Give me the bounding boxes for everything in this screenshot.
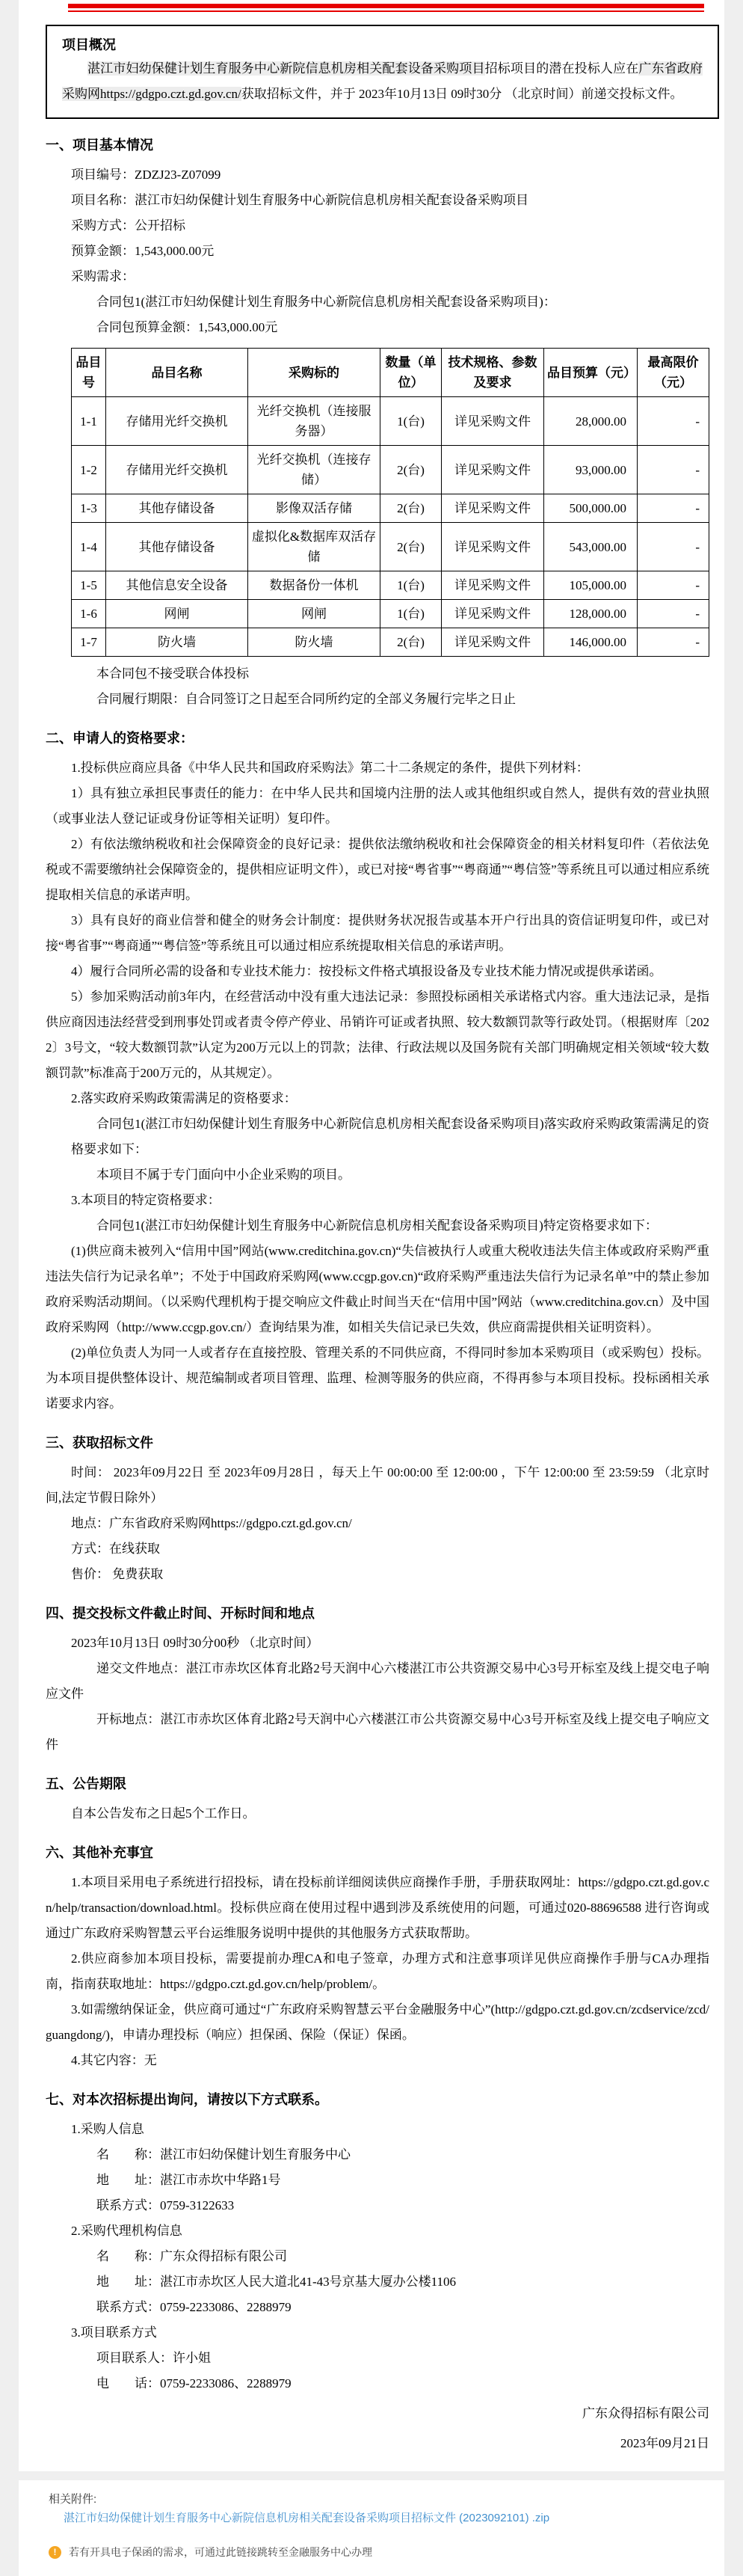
section-1-heading: 一、项目基本情况 [46,138,153,153]
supplement-item: 2.供应商参加本项目投标，需要提前办理CA和电子签章，办理方式和注意事项详见供应商操作手册与CA办理指南，指南获取地址：https://gdgpo.czt.gd.gov.cn/help/problem/。 [46,1951,709,1991]
table-cell: 1-5 [72,571,106,600]
items-table [71,348,709,657]
package-budget-line: 合同包预算金额：1,543,000.00元 [96,320,278,334]
section-5-heading: 五、公告期限 [46,1776,126,1791]
table-cell: 其他存储设备 [106,494,248,523]
announcement-card [19,0,724,2576]
table-cell: 光纤交换机（连接存储） [248,446,380,494]
opening-place-line: 开标地点：湛江市赤坎区体育北路2号天润中心六楼湛江市公共资源交易中心3号开标室及线上提交电子响应文件 [46,1712,709,1752]
table-row [72,628,709,657]
table-cell: 存储用光纤交换机 [106,446,248,494]
budget-line: 预算金额：1,543,000.00元 [71,244,215,258]
procurement-site-field: 广东省政府采购网https://gdgpo.czt.gd.gov.cn/ [62,61,703,101]
supplement-item: 1.本项目采用电子系统进行招投标，请在投标前详细阅读供应商操作手册，手册获取网址：https://gdgpo.czt.gd.gov.cn/help/transaction/download.html。投标供应商在使用过程中遇到涉及系统使用的问题，可通过020-88696588 进行咨询或通过广东政府采购智慧云平台运维服务说明中提供的其他服务方式获取帮助。 [46,1875,709,1940]
table-cell: 1-7 [72,628,106,657]
doc-method-line: 方式：在线获取 [71,1542,160,1556]
table-cell: 1(台) [380,600,442,628]
table-cell: 2(台) [380,523,442,571]
requirement-item: 4）履行合同所必需的设备和专业技术能力：按投标文件格式填报设备及专业技术能力情况或提供承诺函。 [71,964,662,978]
purchaser-contact-line: 联系方式：0759-3122633 [96,2198,235,2212]
table-cell: 详见采购文件 [442,397,544,446]
announcement-period-line: 自本公告发布之日起5个工作日。 [71,1806,256,1821]
table-cell-budget: 543,000.00 [544,523,638,571]
header-divider [68,4,704,12]
demand-label-line: 采购需求： [71,269,135,283]
table-cell: 虚拟化&数据库双活存储 [248,523,380,571]
signature-company: 广东众得招标有限公司 [582,2406,709,2420]
contract-term-line: 合同履行期限：自合同签订之日起至合同所约定的全部义务履行完毕之日止 [96,692,516,706]
table-cell-budget: 500,000.00 [544,494,638,523]
e-guarantee-notice-text[interactable]: 若有开具电子保函的需求，可通过此链接跳转至金融服务中心办理 [69,2546,372,2558]
requirement-item: 合同包1(湛江市妇幼保健计划生育服务中心新院信息机房相关配套设备采购项目)特定资格要求如下： [96,1218,658,1233]
requirement-item: 5）参加采购活动前3年内，在经营活动中没有重大违法记录：参照投标函相关承诺格式内容。重大违法记录，是指供应商因违法经营受到刑事处罚或者责令停产停业、吊销许可证或者执照、较大数额罚款等行政处罚。（根据财库〔2022〕3号文，“较大数额罚款”认定为200万元以上的罚款；法律、行政法规以及国务院有关部门明确规定相关领域“较大数额罚款”标准高于200万元的，从其规定）。 [46,990,709,1080]
supplement-item: 4.其它内容：无 [71,2053,157,2067]
section-4-heading: 四、提交投标文件截止时间、开标时间和地点 [46,1606,315,1621]
table-cell: 1-4 [72,523,106,571]
package-line: 合同包1(湛江市妇幼保健计划生育服务中心新院信息机房相关配套设备采购项目)： [96,295,556,309]
attachments-label: 相关附件: [49,2493,97,2506]
no-consortium-line: 本合同包不接受联合体投标 [96,666,249,681]
table-cell: 网闸 [106,600,248,628]
table-cell: 详见采购文件 [442,600,544,628]
section-6-heading: 六、其他补充事宜 [46,1845,153,1860]
table-cell: 1(台) [380,397,442,446]
purchaser-info-title: 1.采购人信息 [71,2122,144,2136]
purchaser-name-line: 名 称：湛江市妇幼保健计划生育服务中心 [96,2147,351,2162]
attachment-file-link[interactable]: 湛江市妇幼保健计划生育服务中心新院信息机房相关配套设备采购项目招标文件 (2023092101) .zip [64,2512,550,2524]
table-cell: 防火墙 [248,628,380,657]
table-cell: 1-6 [72,600,106,628]
table-cell: 防火墙 [106,628,248,657]
table-cell-maxprice: - [638,397,709,446]
requirement-item: 本项目不属于专门面向中小企业采购的项目。 [96,1168,351,1182]
table-cell: 详见采购文件 [442,494,544,523]
e-guarantee-notice [49,2545,709,2560]
header-divider-thin-line [68,10,704,12]
table-cell: 数据备份一体机 [248,571,380,600]
table-header-cell: 品目名称 [106,349,248,397]
table-cell-maxprice: - [638,571,709,600]
overview-title: 项目概况 [62,37,116,52]
requirement-item: 2.落实政府采购政策需满足的资格要求： [71,1091,297,1105]
table-header-row [72,349,709,397]
overview-text: 招标项目的潜在投标人应在 [484,61,639,76]
agency-contact-line: 联系方式：0759-2233086、2288979 [96,2300,292,2314]
project-name-field: 湛江市妇幼保健计划生育服务中心新院信息机房相关配套设备采购项目 [87,61,485,76]
procurement-method-line: 采购方式：公开招标 [71,218,185,233]
table-row [72,494,709,523]
table-cell: 详见采购文件 [442,628,544,657]
submission-place-line: 递交文件地点：湛江市赤坎区体育北路2号天润中心六楼湛江市公共资源交易中心3号开标室及线上提交电子响应文件 [46,1661,709,1701]
requirement-item: 1）具有独立承担民事责任的能力：在中华人民共和国境内注册的法人或其他组织或自然人，提供有效的营业执照（或事业法人登记证或身份证等相关证明）复印件。 [46,786,709,826]
overview-paragraph [62,56,703,107]
section-3-heading: 三、获取招标文件 [46,1435,153,1450]
table-cell-budget: 28,000.00 [544,397,638,446]
table-header-cell: 数量（单位） [380,349,442,397]
table-header-cell: 品目号 [72,349,106,397]
table-cell: 1(台) [380,571,442,600]
table-header-cell: 品目预算（元） [544,349,638,397]
table-row [72,571,709,600]
table-cell-budget: 128,000.00 [544,600,638,628]
table-cell-maxprice: - [638,494,709,523]
requirement-item: 3.本项目的特定资格要求： [71,1193,221,1207]
table-header-cell: 技术规格、参数及要求 [442,349,544,397]
overview-text-tail: 获取招标文件，并于 2023年10月13日 09时30分 （北京时间）前递交投标文件。 [241,87,683,101]
table-cell-budget: 146,000.00 [544,628,638,657]
header-divider-thick-line [68,4,704,8]
table-header-cell: 采购标的 [248,349,380,397]
requirement-item: 合同包1(湛江市妇幼保健计划生育服务中心新院信息机房相关配套设备采购项目)落实政府采购政策需满足的资格要求如下： [71,1117,709,1156]
requirement-item: (1)供应商未被列入“信用中国”网站(www.creditchina.gov.cn)“失信被执行人或重大税收违法失信主体或政府采购严重违法失信行为记录名单”；不处于中国政府采购网(www.ccgp.gov.cn)“政府采购严重违法失信行为记录名单”中的禁止参加政府采购活动期间。（以采购代理机构于提交响应文件截止时间当天在“信用中国”网站（www.creditchina.gov.cn）及中国政府采购网（http://www.ccgp.gov.cn/）查询结果为准，如相关失信记录已失效，供应商需提供相关证明资料）。 [46,1244,709,1334]
requirement-item: 2）有依法缴纳税收和社会保障资金的良好记录：提供依法缴纳税收和社会保障资金的相关材料复印件（若依法免税或不需要缴纳社会保障资金的，提供相应证明文件），或已对接“粤省事”“粤商通”“粤信签”等系统且可以通过相应系统提取相关信息的承诺声明。 [46,837,709,902]
doc-price-line: 售价： 免费获取 [71,1567,164,1581]
table-cell: 光纤交换机（连接服务器） [248,397,380,446]
table-cell: 1-2 [72,446,106,494]
table-row [72,446,709,494]
supplement-item: 3.如需缴纳保证金，供应商可通过“广东政府采购智慧云平台金融服务中心”(http://gdgpo.czt.gd.gov.cn/zcdservice/zcd/guangdong/)，申请办理投标（响应）担保函、保险（保证）保函。 [46,2002,709,2042]
table-header-cell: 最高限价（元） [638,349,709,397]
table-row [72,397,709,446]
table-cell: 其他存储设备 [106,523,248,571]
table-cell: 详见采购文件 [442,571,544,600]
requirement-item: (2)单位负责人为同一人或者存在直接控股、管理关系的不同供应商，不得同时参加本采购项目（或采购包）投标。为本项目提供整体设计、规范编制或者项目管理、监理、检测等服务的供应商，不得再参与本项目投标。投标函相关承诺要求内容。 [46,1346,709,1411]
table-cell: 1-3 [72,494,106,523]
table-cell: 2(台) [380,494,442,523]
section-2-heading: 二、申请人的资格要求： [46,731,194,746]
table-cell-maxprice: - [638,628,709,657]
table-cell: 影像双活存储 [248,494,380,523]
table-cell: 2(台) [380,628,442,657]
project-number-line: 项目编号：ZDZJ23-Z07099 [71,168,221,182]
table-cell-budget: 105,000.00 [544,571,638,600]
requirement-item: 1.投标供应商应具备《中华人民共和国政府采购法》第二十二条规定的条件，提供下列材料： [71,761,589,775]
table-cell: 存储用光纤交换机 [106,397,248,446]
table-cell: 2(台) [380,446,442,494]
deadline-datetime-line: 2023年10月13日 09时30分00秒 （北京时间） [71,1636,319,1650]
table-cell-budget: 93,000.00 [544,446,638,494]
signature-date: 2023年09月21日 [620,2436,709,2450]
table-cell: 其他信息安全设备 [106,571,248,600]
table-cell-maxprice: - [638,600,709,628]
attachments-panel [19,2480,724,2560]
purchaser-address-line: 地 址：湛江市赤坎中华路1号 [96,2173,281,2187]
table-cell-maxprice: - [638,523,709,571]
project-contact-phone-line: 电 话：0759-2233086、2288979 [96,2376,292,2391]
project-name-line: 项目名称：湛江市妇幼保健计划生育服务中心新院信息机房相关配套设备采购项目 [71,193,528,207]
table-cell: 网闸 [248,600,380,628]
requirement-item: 3）具有良好的商业信誉和健全的财务会计制度：提供财务状况报告或基本开户行出具的资信证明复印件，或已对接“粤省事”“粤商通”“粤信签”等系统且可以通过相应系统提取相关信息的承诺声明。 [46,913,709,953]
agency-name-line: 名 称：广东众得招标有限公司 [96,2249,287,2263]
project-overview-box [46,25,719,119]
table-cell: 1-1 [72,397,106,446]
table-row [72,600,709,628]
info-icon: ! [49,2546,61,2559]
doc-time-line: 时间： 2023年09月22日 至 2023年09月28日 ，每天上午 00:00:00 至 12:00:00 ，下午 12:00:00 至 23:59:59 （北京时间,法定节假日除外） [46,1465,709,1505]
table-cell-maxprice: - [638,446,709,494]
agency-address-line: 地 址：湛江市赤坎区人民大道北41-43号京基大厦办公楼1106 [96,2275,457,2289]
section-separator-band [19,2471,724,2480]
table-row [72,523,709,571]
table-cell: 详见采购文件 [442,523,544,571]
doc-place-line: 地点：广东省政府采购网https://gdgpo.czt.gd.gov.cn/ [71,1516,352,1530]
project-contact-title: 3.项目联系方式 [71,2325,157,2340]
section-7-heading: 七、对本次招标提出询问，请按以下方式联系。 [46,2092,328,2107]
project-contact-person-line: 项目联系人：许小姐 [96,2351,211,2365]
agency-info-title: 2.采购代理机构信息 [71,2224,182,2238]
table-cell: 详见采购文件 [442,446,544,494]
